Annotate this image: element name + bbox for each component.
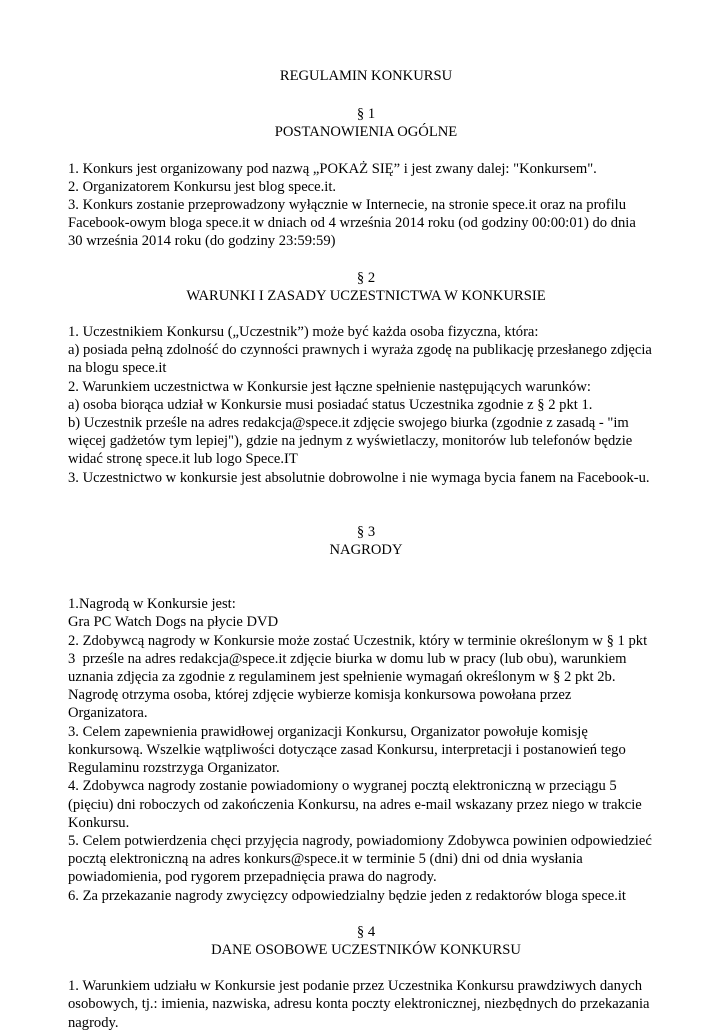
section-body [68,323,664,487]
paragraph-line: Gra PC Watch Dogs na płycie DVD [68,614,279,631]
paragraph-line: 30 września 2014 roku (do godziny 23:59:59) [68,233,336,250]
section-2 [68,269,664,487]
paragraph-line: powiadomienia, pod rygorem przepadnięcia prawa do nagrody. [68,869,437,886]
section-heading: DANE OSOBOWE UCZESTNIKÓW KONKURSU [211,941,521,958]
paragraph-line: 1. Uczestnikiem Konkursu („Uczestnik”) może być każda osoba fizyczna, która: [68,324,539,341]
paragraph-line: 2. Zdobywcą nagrody w Konkursie może zostać Uczestnik, który w terminie określonym w § 1 pkt [68,632,648,649]
section-number: § 4 [356,923,376,940]
paragraph-line: 2. Warunkiem uczestnictwa w Konkursie jest łączne spełnienie następujących warunków: [68,378,591,395]
section-heading: POSTANOWIENIA OGÓLNE [274,124,458,141]
paragraph-line: a) posiada pełną zdolność do czynności prawnych i wyraża zgodę na publikację przesłanego zdjęcia [68,342,652,359]
paragraph-line: 3. Celem zapewnienia prawidłowej organizacji Konkursu, Organizator powołuje komisję [68,723,588,740]
section-heading: WARUNKI I ZASADY UCZESTNICTWA W KONKURSIE [186,287,546,304]
section-heading: NAGRODY [329,542,403,559]
section-number: § 1 [356,106,376,123]
paragraph-line: Nagrodę otrzyma osoba, której zdjęcie wybierze komisja konkursowa powołana przez [68,687,572,704]
section-4 [68,923,664,1032]
section-number: § 2 [356,269,376,286]
paragraph-line: 3. Konkurs zostanie przeprowadzony wyłącznie w Internecie, na stronie spece.it oraz na profilu [68,197,626,214]
paragraph-line: 1. Konkurs jest organizowany pod nazwą „POKAŻ SIĘ” i jest zwany dalej: "Konkursem". [68,160,597,177]
paragraph-line: pocztą elektroniczną na adres konkurs@spece.it w terminie 5 (dni) dni od dnia wysłania [68,851,583,868]
paragraph-line: b) Uczestnik prześle na adres redakcja@spece.it zdjęcie swojego biurka (zgodnie z zasadą - "im [68,415,629,432]
paragraph-line: Regulaminu rozstrzyga Organizator. [68,760,280,777]
section-body [68,160,664,251]
paragraph-line: 1.Nagrodą w Konkursie jest: [68,596,236,613]
paragraph-line: 2. Organizatorem Konkursu jest blog spece.it. [68,178,337,195]
section-body [68,595,664,904]
paragraph-line: widać stronę spece.it lub logo Spece.IT [68,451,298,468]
paragraph-line: konkursową. Wszelkie wątpliwości dotyczące zasad Konkursu, interpretacji i postanowień tego [68,741,626,758]
paragraph-line: więcej gadżetów tym lepiej"), gdzie na jednym z wyświetlaczy, monitorów lub telefonów będzie [68,433,633,450]
paragraph-line: 5. Celem potwierdzenia chęci przyjęcia nagrody, powiadomiony Zdobywca powinien odpowiedzieć [68,832,652,849]
paragraph-line: 4. Zdobywca nagrody zostanie powiadomiony o wygranej pocztą elektroniczną w przeciągu 5 [68,778,617,795]
paragraph-line: 3 prześle na adres redakcja@spece.it zdjęcie biurka w domu lub w pracy (lub obu), warunkiem [68,650,627,667]
document-title: REGULAMIN KONKURSU [279,68,453,84]
paragraph-line: Facebook-owym bloga spece.it w dniach od 4 września 2014 roku (od godziny 00:00:01) do dnia [68,215,636,232]
section-number: § 3 [356,523,376,540]
paragraph-line: nagrody. [68,1014,119,1031]
paragraph-line: na blogu spece.it [68,360,167,377]
section-1 [68,105,664,250]
paragraph-line: Organizatora. [68,705,148,722]
paragraph-line: uznania zdjęcia za zgodnie z regulaminem jest spełnienie wymagań określonym w § 2 pkt 2b. [68,669,616,686]
paragraph-line: (pięciu) dni roboczych od zakończenia Konkursu, na adres e-mail wskazany przez niego w trakcie [68,796,642,813]
paragraph-line: a) osoba biorąca udział w Konkursie musi posiadać status Uczestnika zgodnie z § 2 pkt 1. [68,396,593,413]
paragraph-line: 3. Uczestnictwo w konkursie jest absolutnie dobrowolne i nie wymaga bycia fanem na Facebook-u. [68,469,650,486]
paragraph-line: Konkursu. [68,814,130,831]
paragraph-line: 1. Warunkiem udziału w Konkursie jest podanie przez Uczestnika Konkursu prawdziwych danych [68,978,643,995]
section-3 [68,523,664,905]
paragraph-line: osobowych, tj.: imienia, nazwiska, adresu konta poczty elektronicznej, niezbędnych do przekazania [68,996,650,1013]
paragraph-line: 6. Za przekazanie nagrody zwycięzcy odpowiedzialny będzie jeden z redaktorów bloga spece.it [68,887,626,904]
